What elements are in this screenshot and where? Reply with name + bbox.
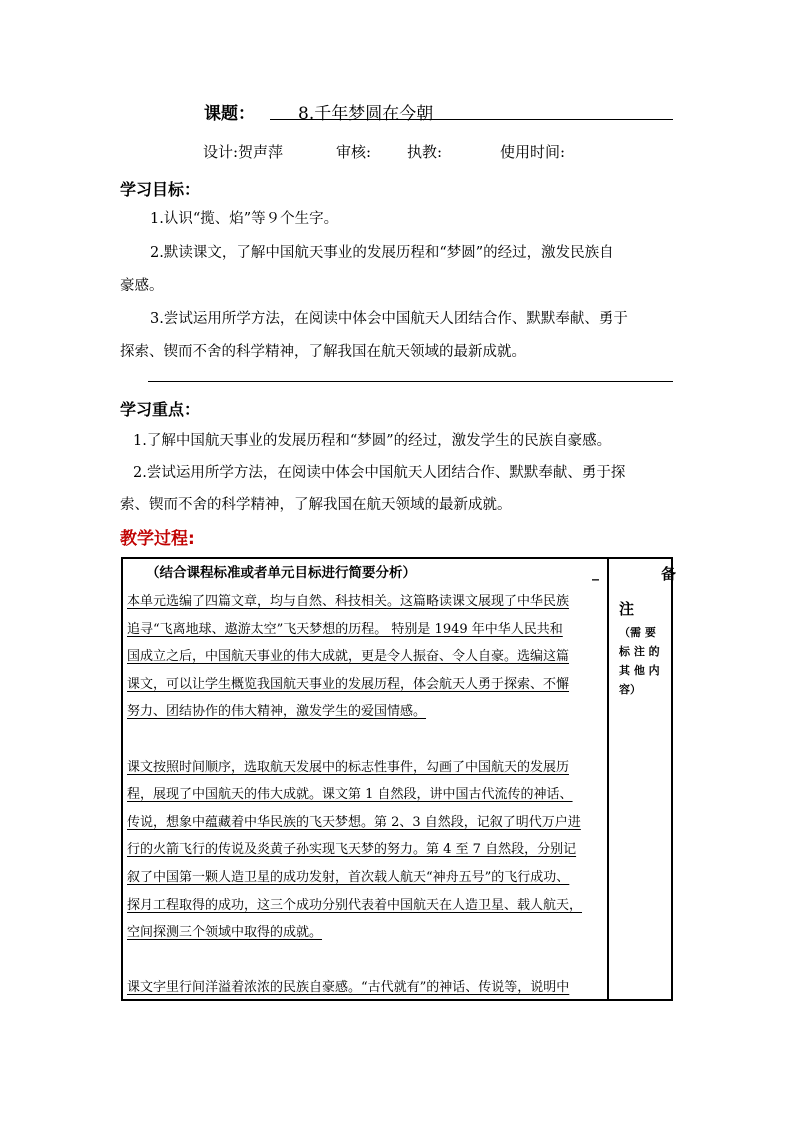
title-label: 课题： [204, 104, 255, 124]
section-divider [148, 381, 673, 382]
table-column-divider [607, 557, 609, 1001]
key-point-line: 索、锲而不舍的科学精神，了解我国在航天领域的最新成就。 [120, 497, 512, 513]
title-underline [270, 119, 673, 120]
key-point-line: 1.了解中国航天事业的发展历程和“梦圆”的经过，激发学生的民族自豪感。 [133, 433, 612, 449]
analysis-blank [127, 726, 605, 754]
key-points-heading: 学习重点： [120, 400, 201, 419]
analysis-line: 追寻“飞离地球、遨游太空”飞天梦想的历程。 特别是 1949 年中华人民共和 [127, 621, 563, 637]
note-instructions [619, 623, 671, 699]
analysis-text [127, 588, 605, 1002]
analysis-line: 努力、团结协作的伟大精神，激发学生的爱国情感。 [127, 704, 427, 720]
table-header-mark: _ [592, 565, 599, 581]
analysis-line: 行的火箭飞行的传说及炎黄子孙实现飞天梦的努力。第 4 至 7 自然段，分别记 [127, 842, 577, 858]
analysis-line: 国成立之后，中国航天事业的伟大成就，更是令人振奋、令人自豪。选编这篇 [127, 649, 570, 665]
analysis-line: 传说，想象中蕴藏着中华民族的飞天梦想。第 2、3 自然段，记叙了明代万户进 [127, 814, 581, 830]
table-header: （结合课程标准或者单元目标进行简要分析） [146, 565, 416, 581]
analysis-line: 程，展现了中国航天的伟大成就。课文第 1 自然段，讲中国古代流传的神话、 [127, 787, 573, 803]
analysis-line: 本单元选编了四篇文章，均与自然、科技相关。这篇略读课文展现了中华民族 [127, 594, 570, 609]
analysis-line: 课文字里行间洋溢着浓浓的民族自豪感。“古代就有”的神话、传说等，说明中 [127, 980, 570, 996]
analysis-blank [127, 947, 605, 975]
note-label-char: 备 [661, 565, 677, 583]
reviewer-field: 审核: [336, 143, 372, 161]
objective-line: 2.默读课文，了解中国航天事业的发展历程和“梦圆”的经过，激发民族自 [150, 245, 614, 261]
analysis-line: 空间探测三个领域中取得的成就。 [127, 925, 323, 941]
analysis-line: 探月工程取得的成功，这三个成功分别代表着中国航天在人造卫星、载人航天， [127, 897, 583, 913]
note-line: 标 注 的 [619, 645, 660, 658]
note-label-char: 注 [619, 600, 635, 618]
analysis-line: 课文按照时间顺序，选取航天发展中的标志性事件，勾画了中国航天的发展历 [127, 759, 570, 775]
executor-field: 执教: [407, 143, 443, 161]
use-time-field: 使用时间: [500, 143, 566, 161]
objective-line: 3.尝试运用所学方法，在阅读中体会中国航天人团结合作、默默奉献、勇于 [150, 311, 628, 327]
designer-field: 设计:贺声萍 [203, 143, 284, 161]
note-line: 其 他 内 [619, 664, 660, 677]
objective-line: 1.认识“揽、焰”等９个生字。 [150, 211, 339, 227]
analysis-line: 叙了中国第一颗人造卫星的成功发射，首次载人航天“神舟五号”的飞行成功、 [127, 869, 570, 885]
note-line: 容） [619, 683, 641, 696]
objective-line: 豪感。 [120, 278, 164, 294]
objectives-heading: 学习目标： [120, 180, 201, 199]
key-point-line: 2.尝试运用所学方法，在阅读中体会中国航天人团结合作、默默奉献、勇于探 [133, 465, 626, 481]
analysis-line: 课文，可以让学生概览我国航天事业的发展历程，体会航天人勇于探索、不懈 [127, 676, 570, 692]
process-heading: 教学过程: [120, 529, 195, 549]
objective-line: 探索、锲而不舍的科学精神，了解我国在航天领域的最新成就。 [120, 344, 526, 360]
note-line: （需 要 [619, 626, 656, 639]
page-title: 8.千年梦圆在今朝 [298, 104, 434, 124]
